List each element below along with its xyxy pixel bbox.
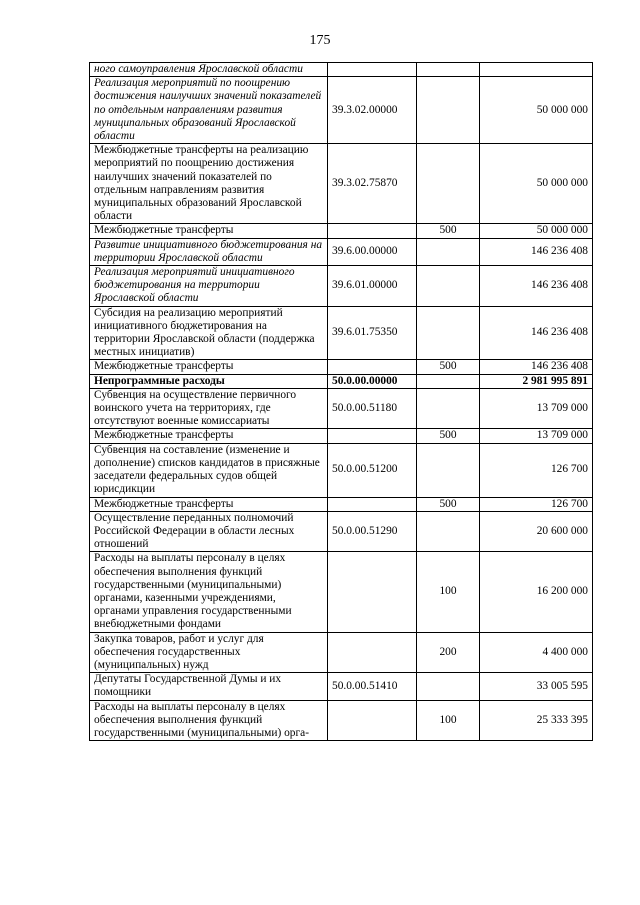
row-amount-cell: 146 236 408 [480,360,593,374]
row-amount-cell [480,63,593,77]
row-expense-type-cell [417,673,480,700]
table-row [90,63,593,77]
row-expense-type-cell [417,63,480,77]
row-expense-type-cell [417,388,480,429]
row-expense-type-cell: 500 [417,224,480,238]
row-code-cell: 50.0.00.51180 [328,388,417,429]
row-expense-type-cell: 200 [417,632,480,673]
row-name-cell: Субвенция на составление (изменение и дополнение) списков кандидатов в присяжные заседатели федеральных судов общей юрисдикции [90,443,328,497]
row-expense-type-cell: 100 [417,552,480,632]
row-expense-type-cell: 500 [417,429,480,443]
row-name-cell: Расходы на выплаты персоналу в целях обеспечения выполнения функций государственными (муниципальными) органами, казенными учреждениями, органами управления государственными внебюджетными фондами [90,552,328,632]
row-expense-type-cell: 100 [417,700,480,741]
table-row [90,511,593,552]
row-amount-cell: 13 709 000 [480,388,593,429]
table-row [90,443,593,497]
row-name-cell: Межбюджетные трансферты [90,360,328,374]
row-code-cell: 39.6.01.75350 [328,306,417,360]
row-name-cell: Межбюджетные трансферты [90,497,328,511]
row-name-cell: Развитие инициативного бюджетирования на территории Ярославской области [90,238,328,265]
row-expense-type-cell [417,306,480,360]
table-row [90,700,593,741]
row-code-cell: 50.0.00.51410 [328,673,417,700]
table-row [90,552,593,632]
row-amount-cell: 20 600 000 [480,511,593,552]
row-amount-cell: 16 200 000 [480,552,593,632]
page-number: 175 [309,33,331,48]
row-name-cell: Межбюджетные трансферты [90,429,328,443]
row-expense-type-cell [417,266,480,307]
table-row [90,360,593,374]
table-row [90,266,593,307]
row-amount-cell: 50 000 000 [480,224,593,238]
row-code-cell [328,632,417,673]
table-row [90,306,593,360]
row-name-cell: Межбюджетные трансферты [90,224,328,238]
row-amount-cell: 2 981 995 891 [480,374,593,388]
row-name-cell: Непрограммные расходы [90,374,328,388]
row-name-cell: Депутаты Государственной Думы и их помощники [90,673,328,700]
row-expense-type-cell [417,511,480,552]
row-expense-type-cell: 500 [417,497,480,511]
table-row [90,673,593,700]
table-row [90,224,593,238]
table-row [90,144,593,224]
row-code-cell [328,360,417,374]
row-code-cell [328,497,417,511]
table-row [90,238,593,265]
row-expense-type-cell [417,238,480,265]
row-name-cell: Расходы на выплаты персоналу в целях обеспечения выполнения функций государственными (муниципальными) орга- [90,700,328,741]
row-amount-cell: 4 400 000 [480,632,593,673]
row-expense-type-cell [417,443,480,497]
row-code-cell [328,552,417,632]
row-code-cell: 39.6.00.00000 [328,238,417,265]
row-name-cell: ного самоуправления Ярославской области [90,63,328,77]
row-expense-type-cell [417,144,480,224]
row-amount-cell: 146 236 408 [480,266,593,307]
row-amount-cell: 33 005 595 [480,673,593,700]
row-code-cell: 50.0.00.00000 [328,374,417,388]
table-row [90,77,593,144]
row-amount-cell: 50 000 000 [480,77,593,144]
budget-table [89,62,593,741]
row-amount-cell: 25 333 395 [480,700,593,741]
table-row [90,429,593,443]
row-code-cell: 39.6.01.00000 [328,266,417,307]
row-name-cell: Реализация мероприятий инициативного бюджетирования на территории Ярославской области [90,266,328,307]
row-name-cell: Субсидия на реализацию мероприятий инициативного бюджетирования на территории Ярославской области (поддержка местных инициатив) [90,306,328,360]
row-code-cell: 50.0.00.51200 [328,443,417,497]
table-row [90,632,593,673]
row-amount-cell: 146 236 408 [480,306,593,360]
table-row [90,388,593,429]
row-code-cell [328,63,417,77]
row-code-cell [328,429,417,443]
row-name-cell: Закупка товаров, работ и услуг для обеспечения государственных (муниципальных) нужд [90,632,328,673]
row-name-cell: Реализация мероприятий по поощрению достижения наилучших значений показателей по отдельным направлениям развития муниципальных образований Ярославской области [90,77,328,144]
row-name-cell: Субвенция на осуществление первичного воинского учета на территориях, где отсутствуют военные комиссариаты [90,388,328,429]
row-expense-type-cell: 500 [417,360,480,374]
table-row [90,374,593,388]
row-amount-cell: 126 700 [480,443,593,497]
row-code-cell [328,224,417,238]
row-code-cell [328,700,417,741]
row-code-cell: 39.3.02.75870 [328,144,417,224]
row-name-cell: Межбюджетные трансферты на реализацию мероприятий по поощрению достижения наилучших значений показателей по отдельным направлениям развития муниципальных образований Ярославской области [90,144,328,224]
table-row [90,497,593,511]
row-amount-cell: 13 709 000 [480,429,593,443]
row-amount-cell: 50 000 000 [480,144,593,224]
row-expense-type-cell [417,374,480,388]
row-amount-cell: 146 236 408 [480,238,593,265]
row-code-cell: 39.3.02.00000 [328,77,417,144]
row-code-cell: 50.0.00.51290 [328,511,417,552]
row-expense-type-cell [417,77,480,144]
row-amount-cell: 126 700 [480,497,593,511]
row-name-cell: Осуществление переданных полномочий Российской Федерации в области лесных отношений [90,511,328,552]
